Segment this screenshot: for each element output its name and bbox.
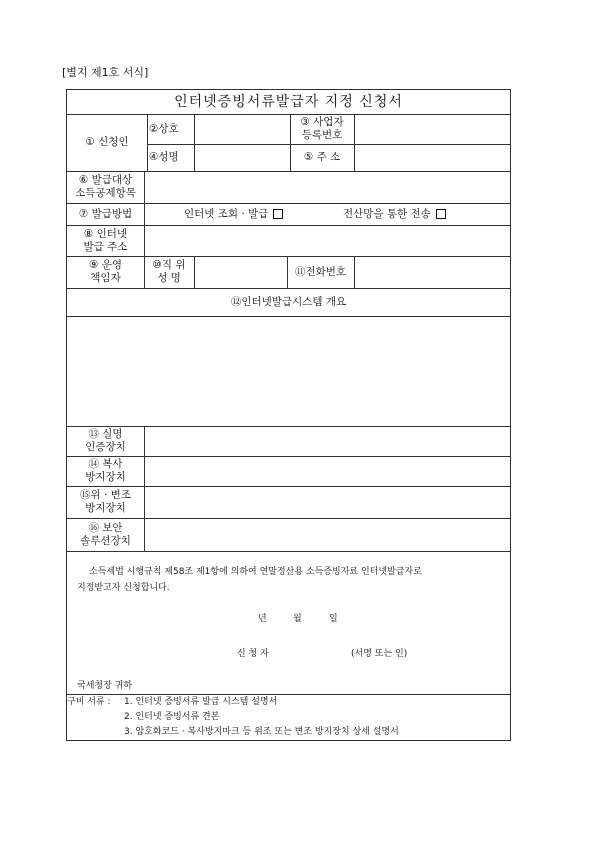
declaration-text-line1: 소득세법 시행규칙 제58조 제1항에 의하여 연말정산용 소득증빙자료 인터넷발급자로 [89,567,422,577]
method-option-internet[interactable] [184,203,314,225]
attachment-item: 3. 암호화코드 · 복사방지마크 등 위조 또는 변조 방지장치 상세 설명서 [124,727,399,737]
date-day-label: 일 [329,614,338,624]
position-name-label [144,256,194,288]
manager-label [67,256,144,288]
issuance-target-label-line2: 소득공제항목 [75,187,136,199]
attachment-item: 1. 인터넷 증빙서류 발급 시스템 설명서 [124,697,278,707]
business-reg-number-label [290,114,354,144]
name-label: ④성명 [149,151,179,163]
name-field[interactable] [195,145,289,170]
business-reg-number-label-line2: 등록번호 [301,129,343,141]
identity-verification-label [67,426,144,456]
copy-protection-label [67,456,144,486]
security-solution-field[interactable] [145,519,509,550]
checkbox-internet[interactable] [273,209,283,219]
method-option-network-label: 전산망을 통한 전송 [343,207,431,220]
method-option-network[interactable] [343,203,508,225]
addressee: 국세청장 귀하 [77,681,133,691]
issuance-target-field[interactable] [145,172,509,202]
manager-label-line2: 책임자 [90,272,121,284]
system-overview-label: ⑫인터넷발급시스템 개요 [230,295,347,308]
internet-address-label-line2: 발급 주소 [83,240,128,253]
identity-verification-label-line1: ⑬ 실명 [88,428,123,440]
date-year-label: 년 [258,614,267,624]
signature-instruction: (서명 또는 인) [351,649,408,659]
method-option-internet-label: 인터넷 조회 · 발급 [184,207,269,220]
business-reg-number-label-line1: ③ 사업자 [300,116,344,128]
position-name-field[interactable] [195,257,286,287]
declaration-text-line2: 지정받고자 신청합니다. [77,583,170,593]
security-solution-label-line1: ⑯ 보안 [88,521,123,534]
identity-verification-label-line2: 인증장치 [85,441,126,453]
position-name-label-line2: 성 명 [157,272,181,284]
internet-address-label [67,225,144,256]
copy-protection-label-line2: 방지장치 [85,471,126,483]
manager-label-line1: ⑨ 운영 [88,259,123,271]
application-form [66,89,511,741]
forgery-protection-label-line2: 방지장치 [85,502,126,514]
applicant-signature-label: 신 청 자 [237,649,269,659]
trade-name-field[interactable] [195,115,289,143]
date-month-label: 월 [293,614,302,624]
security-solution-label [67,518,144,551]
attachments-label: 구비 서류 : [67,697,111,707]
address-field[interactable] [355,145,509,170]
forgery-protection-field[interactable] [145,487,509,517]
divider [147,114,148,171]
copy-protection-field[interactable] [145,457,509,485]
identity-verification-field[interactable] [145,427,509,455]
phone-label: ⑪전화번호 [294,265,347,278]
copy-protection-label-line1: ⑭ 복사 [88,458,123,470]
address-label: ⑤ 주 소 [303,151,341,163]
security-solution-label-line2: 솔루션장치 [80,534,131,547]
issuance-method-label: ⑦ 발급방법 [78,207,133,220]
position-name-label-line1: ⑩직 위 [152,259,186,271]
applicant-label: ① 신청인 [85,136,129,148]
checkbox-network[interactable] [436,209,446,219]
form-title: 인터넷증빙서류발급자 지정 신청서 [174,93,403,110]
business-reg-number-field[interactable] [355,115,509,143]
divider [67,551,510,552]
form-number-label: [별지 제1호 서식] [62,66,149,79]
attachment-item: 2. 인터넷 증빙서류 견본 [124,712,220,722]
forgery-protection-label [67,486,144,518]
internet-address-field[interactable] [145,226,509,255]
system-overview-field[interactable] [68,317,509,425]
internet-address-label-line1: ⑧ 인터넷 [83,227,128,240]
forgery-protection-label-line1: ⑮위 · 변조 [80,489,131,501]
trade-name-label: ②상호 [149,122,179,135]
issuance-target-label [67,171,144,203]
phone-field[interactable] [355,257,509,287]
issuance-target-label-line1: ⑥ 발급대상 [78,174,133,186]
